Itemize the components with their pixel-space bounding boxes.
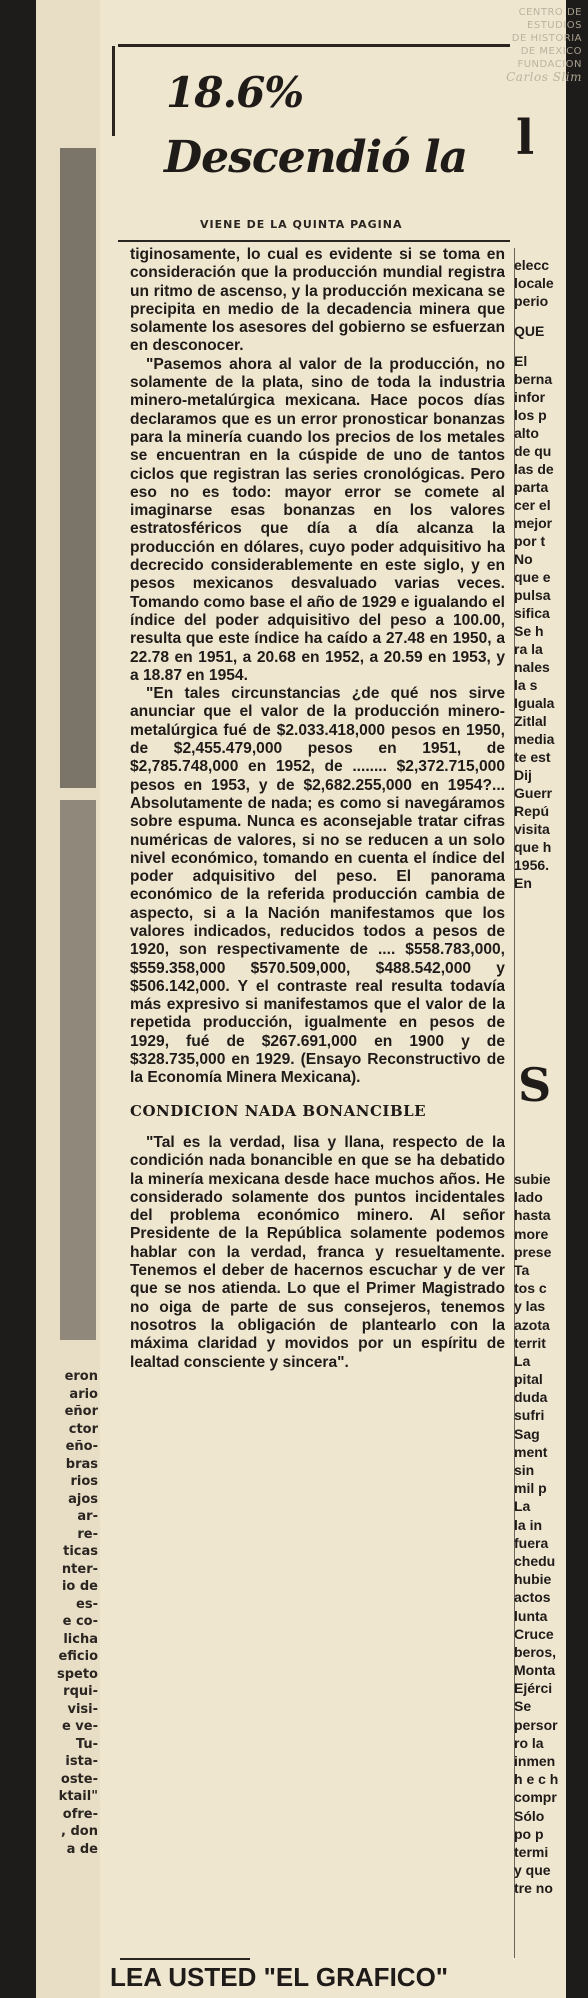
left-fragment-line: Tu- <box>75 1736 98 1752</box>
article-paragraph: "Pasemos ahora al valor de la producción, no solamente de la plata, sino de toda la industria minero-metalúrgica mexicana. Hace pocos días declaramos que es un error pronosticar bonanzas para la minería cuando los precios de los metales se encuentran en la cúspide de uno de tantos ciclos que registran las series cronológicas. Pero eso no es todo: mayor error se comete al imaginarse esas bonanzas en los valores estratosféricos que día a día alcanza la producción en dólares, cuyo poder adquisitivo ha decrecido considerablemente en este siglo, y en pesos mexicanos desvaluado varias veces. Tomando como base el año de 1929 e igualando el índice del poder adquisitivo del peso a 100.00, resulta que este índice ha caído a 27.48 en 1950, a 22.78 en 1951, a 20.68 en 1952, a 20.59 en 1953, y a 18.87 en 1954. <box>130 355 505 684</box>
right-fragment-line: que e <box>514 569 551 585</box>
right-fragment-line: parta <box>514 479 549 495</box>
right-fragment-line: tos c <box>514 1280 547 1297</box>
left-fragment-line: bras <box>65 1456 98 1472</box>
right-fragment-line: y las <box>514 1298 546 1315</box>
stamp-line: CENTRO DE <box>518 7 582 18</box>
right-fragment-line: Zitlal <box>514 713 547 729</box>
right-fragment-line: media <box>514 731 555 747</box>
right-fragment-line: cer el <box>514 497 551 513</box>
right-fragment-line: Ejérci <box>514 1680 553 1697</box>
right-fragment-line: lado <box>514 1189 543 1206</box>
left-fragment-line: ar- <box>77 1509 98 1524</box>
right-fragment-line: Iguala <box>514 695 555 711</box>
left-fragment-line: ctor <box>68 1421 98 1437</box>
right-fragment-line: ra la <box>514 641 543 657</box>
right-fragment-line: que h <box>514 839 552 855</box>
article-column <box>118 0 510 1998</box>
right-fragment-line: berna <box>514 371 553 387</box>
right-fragment-line: persor <box>514 1716 558 1733</box>
right-fragment-line: las de <box>514 461 554 477</box>
left-fragment-line: re- <box>77 1526 98 1542</box>
right-text-fragments-top <box>514 256 566 892</box>
right-fragment-line: sin <box>514 1462 535 1478</box>
right-fragment-line: Dij <box>514 767 532 783</box>
left-text-fragments <box>38 1368 98 1988</box>
left-fragment-line: ofre- <box>62 1806 98 1822</box>
bottom-headline: LEA USTED "EL GRAFICO" <box>110 1962 449 1992</box>
left-fragment-line: rios <box>70 1474 98 1489</box>
left-fragment-line: speto <box>56 1666 98 1682</box>
right-fragment-line: QUE <box>514 323 545 339</box>
top-rule <box>118 44 510 47</box>
left-fragment-line: ajos <box>68 1491 98 1507</box>
right-fragment-line <box>514 310 566 322</box>
left-fragment-line: visi- <box>67 1701 98 1717</box>
right-fragment-line: pulsa <box>514 587 551 603</box>
left-fragment-line: ario <box>69 1386 98 1402</box>
right-fragment-line: Monta <box>514 1662 556 1679</box>
right-fragment-line: Sag <box>514 1425 540 1442</box>
article-paragraph: "En tales circunstancias ¿de qué nos sirve anunciar que el valor de la producción minero-metalúrgica fué de $2.033.418,000 pesos en 1950, de $2,455.479,000 pesos en 1951, de $2,785.748,000 en 1952, de ........ $2,372.715,000 pesos en 1953, y de $2,682.255,000 en 1954?... Absolutamente de nada; es como si navegáramos sobre espuma. Nunca es aconsejable tratar cifras numéricas de valores, si no se reducen a un solo nivel económico, tomando en cuenta el índice del poder adquisitivo del peso. El panorama económico de la referida producción cambia de aspecto, si a la Nación manifestamos que los valores indicados, reducidos todos a pesos de 1920, son respectivamente de .... $558.783,000, $559.358,000 $570.509,000, $488.542,000 y $506.142,000. Y el contraste real resulta todavía más expresivo si manifestamos que el valor de la repetida producción, igualmente en pesos de 1929, fué de $267.691,000 en 1900 y de $328.735,000 en 1929. (Ensayo Reconstructivo de la Economía Minera Mexicana). <box>130 685 505 1087</box>
left-fragment-line: e ve- <box>61 1719 98 1734</box>
left-fragment-line: nter- <box>61 1561 98 1577</box>
right-fragment-line: h e c h <box>514 1771 559 1788</box>
right-fragment-line: elecc <box>514 257 550 273</box>
left-photo-fragment <box>60 148 96 788</box>
left-fragment-line: oste- <box>60 1771 98 1787</box>
right-fragment-line: Guerr <box>514 785 553 801</box>
right-fragment-line: la s <box>514 677 538 693</box>
right-fragment-line: Ta <box>514 1261 530 1278</box>
left-fragment-line: licha <box>63 1631 98 1647</box>
right-fragment-line: ro la <box>514 1734 544 1751</box>
right-fragment-line: compr <box>514 1789 557 1806</box>
headline-side-rule <box>112 46 115 136</box>
headline-line-1: 18.6% <box>166 68 304 117</box>
right-fragment-line: sufri <box>514 1407 545 1424</box>
left-fragment-line: rqui- <box>63 1684 98 1699</box>
right-fragment-line: Sólo <box>514 1807 545 1824</box>
right-fragment-line: de qu <box>514 443 552 459</box>
right-fragment-line: pital <box>514 1371 543 1388</box>
left-fragment-line: a de <box>66 1841 98 1857</box>
right-fragment-line: nales <box>514 659 550 675</box>
right-fragment-line: visita <box>514 821 550 837</box>
right-fragment-line: beros, <box>514 1643 557 1660</box>
right-fragment-line: te est <box>514 749 551 765</box>
right-fragment-line: sifica <box>514 605 550 621</box>
right-fragment-line: por t <box>514 533 546 549</box>
left-fragment-line: e co- <box>62 1614 98 1629</box>
right-fragment-line: prese <box>514 1243 552 1260</box>
left-photo-fragment <box>60 800 96 1340</box>
article-paragraph: "Tal es la verdad, lisa y llana, respecto de la condición nada bonancible en que se ha debatido la minería mexicana desde hace muchos años. He considerado solamente dos puntos incidentales del problema económico minero. Al señor Presidente de la República solamente podemos hablar con la verdad, franca y resueltamente. Tenemos el deber de hacernos escuchar y de ver que se nos atienda. Lo que el Primer Magistrado no oiga de parte de sus consejeros, tenemos nosotros la obligación de plantearlo con la máxima claridad y movidos por un espíritu de lealtad consciente y sincera". <box>130 1133 505 1371</box>
scan-margin-left <box>0 0 36 1998</box>
right-fragment-line: hubie <box>514 1571 552 1588</box>
right-fragment-line: Se <box>514 1698 532 1715</box>
left-fragment-line: eron <box>64 1369 98 1384</box>
stamp-line: DE HISTORIA <box>511 33 582 44</box>
right-fragment-line: La <box>514 1352 531 1369</box>
right-fragment-line <box>514 340 566 352</box>
stamp-line: ESTUDIOS <box>527 20 582 31</box>
right-fragment-line: En <box>514 875 532 891</box>
continuation-note: VIENE DE LA QUINTA PAGINA <box>200 218 403 231</box>
right-neighbor-column <box>512 0 566 1998</box>
right-fragment-line: El <box>514 353 528 369</box>
right-fragment-line: la in <box>514 1516 543 1533</box>
right-fragment-line: ment <box>514 1443 548 1460</box>
right-fragment-line: los p <box>514 407 547 423</box>
sub-rule <box>118 240 510 242</box>
right-fragment-line: y que <box>514 1862 551 1879</box>
left-fragment-line: eñor <box>64 1404 98 1419</box>
left-fragment-line: ista- <box>65 1754 98 1769</box>
right-fragment-line: Repú <box>514 803 549 819</box>
stamp-line: DE MEXICO <box>520 46 582 57</box>
article-body <box>130 246 505 1956</box>
right-fragment-line: infor <box>514 389 546 405</box>
right-fragment-line: locale <box>514 275 554 291</box>
stamp-signature: Carlos Slim <box>506 70 582 84</box>
right-heading-fragment: S <box>518 1058 552 1112</box>
right-fragment-line: po p <box>514 1825 544 1842</box>
right-fragment-line: lunta <box>514 1607 548 1624</box>
left-fragment-line: eficio <box>58 1649 98 1664</box>
right-fragment-line: termi <box>514 1843 549 1860</box>
scan-margin-right <box>566 0 588 1998</box>
stamp-line: FUNDACION <box>517 59 582 70</box>
right-fragment-line: inmen <box>514 1753 556 1769</box>
right-fragment-line: subie <box>514 1171 551 1187</box>
right-fragment-line: more <box>514 1225 549 1242</box>
right-fragment-line: perio <box>514 293 549 309</box>
right-fragment-line: mejor <box>514 515 553 531</box>
headline-line-2: Descendió la <box>164 132 468 183</box>
left-fragment-line: eño- <box>65 1439 98 1454</box>
right-heading-fragment: l <box>516 110 535 166</box>
article-paragraph: tiginosamente, lo cual es evidente si se toma en consideración que la producción mundial registra un ritmo de ascenso, y la producción mexicana se precipita en medio de la decadencia minera que solamente los asesores del gobierno se esfuerzan en desconocer. <box>130 246 505 355</box>
right-fragment-line: chedu <box>514 1552 556 1569</box>
article-subhead: CONDICION NADA BONANCIBLE <box>130 1101 427 1120</box>
right-fragment-line: Cruce <box>514 1625 554 1642</box>
left-fragment-line: es- <box>76 1596 98 1612</box>
right-fragment-line: territ <box>514 1334 546 1351</box>
right-fragment-line: 1956. <box>514 857 550 873</box>
right-fragment-line: fuera <box>514 1534 549 1551</box>
right-fragment-line: La <box>514 1498 531 1515</box>
right-fragment-line: alto <box>514 425 539 441</box>
left-fragment-line: ktail" <box>58 1789 98 1804</box>
right-fragment-line: hasta <box>514 1207 551 1224</box>
right-fragment-line: Se h <box>514 623 544 639</box>
right-fragment-line: No <box>514 551 533 567</box>
right-fragment-line: actos <box>514 1589 551 1606</box>
right-text-fragments-bottom <box>514 1170 566 1898</box>
left-fragment-line: ticas <box>63 1544 98 1559</box>
left-fragment-line: io de <box>61 1579 98 1594</box>
right-fragment-line: tre no <box>514 1880 553 1897</box>
right-fragment-line: mil p <box>514 1480 547 1497</box>
left-fragment-line: , don <box>61 1824 98 1839</box>
right-fragment-line: duda <box>514 1389 548 1406</box>
ornament-rule <box>120 1958 250 1960</box>
right-fragment-line: azota <box>514 1316 550 1333</box>
